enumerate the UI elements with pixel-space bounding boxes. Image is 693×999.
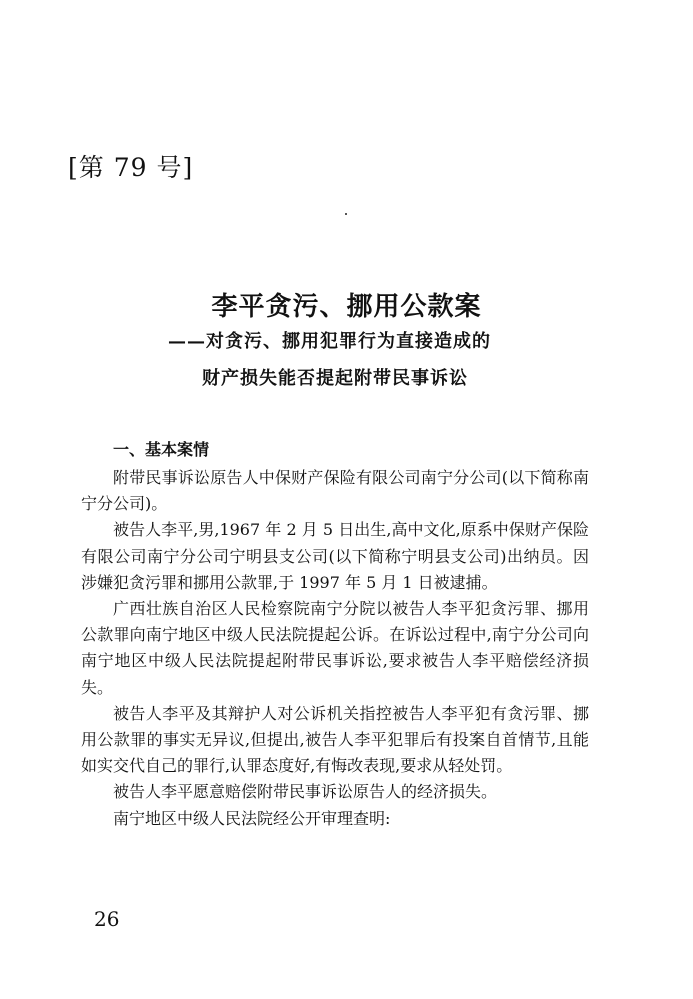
section-heading: 一、基本案情 <box>113 440 210 459</box>
speck <box>345 213 347 215</box>
subtitle-line-2: 财产损失能否提起附带民事诉讼 <box>202 368 468 389</box>
main-title: 李平贪污、挪用公款案 <box>211 292 482 322</box>
paragraph: 南宁地区中级人民法院经公开审理查明: <box>113 808 391 828</box>
paragraph: 广西壮族自治区人民检察院南宁分院以被告人李平犯贪污罪、挪用公款罪向南宁地区中级人民法院提起公诉。在诉讼过程中,南宁分公司向南宁地区中级人民法院提起附带民事诉讼,要求被告人李平赔偿经济损失。 <box>81 599 589 697</box>
paragraph: 被告人李平及其辩护人对公诉机关指控被告人李平犯有贪污罪、挪用公款罪的事实无异议,但提出,被告人李平犯罪后有投案自首情节,且能如实交代自己的罪行,认罪态度好,有悔改表现,要求从轻处罚。 <box>81 703 589 776</box>
page-number: 26 <box>94 907 120 931</box>
paragraph: 被告人李平,男,1967 年 2 月 5 日出生,高中文化,原系中保财产保险有限公司南宁分公司宁明县支公司(以下简称宁明县支公司)出纳员。因涉嫌犯贪污罪和挪用公款罪,于 1997 年 5 月 1 日被逮捕。 <box>81 520 589 592</box>
case-number: [第 79 号] <box>68 153 194 182</box>
paragraph: 被告人李平愿意赔偿附带民事诉讼原告人的经济损失。 <box>113 782 498 802</box>
subtitle-line-1: ——对贪污、挪用犯罪行为直接造成的 <box>168 331 491 352</box>
paragraph: 附带民事诉讼原告人中保财产保险有限公司南宁分公司(以下简称南宁分公司)。 <box>81 468 589 514</box>
body-text <box>81 465 589 832</box>
